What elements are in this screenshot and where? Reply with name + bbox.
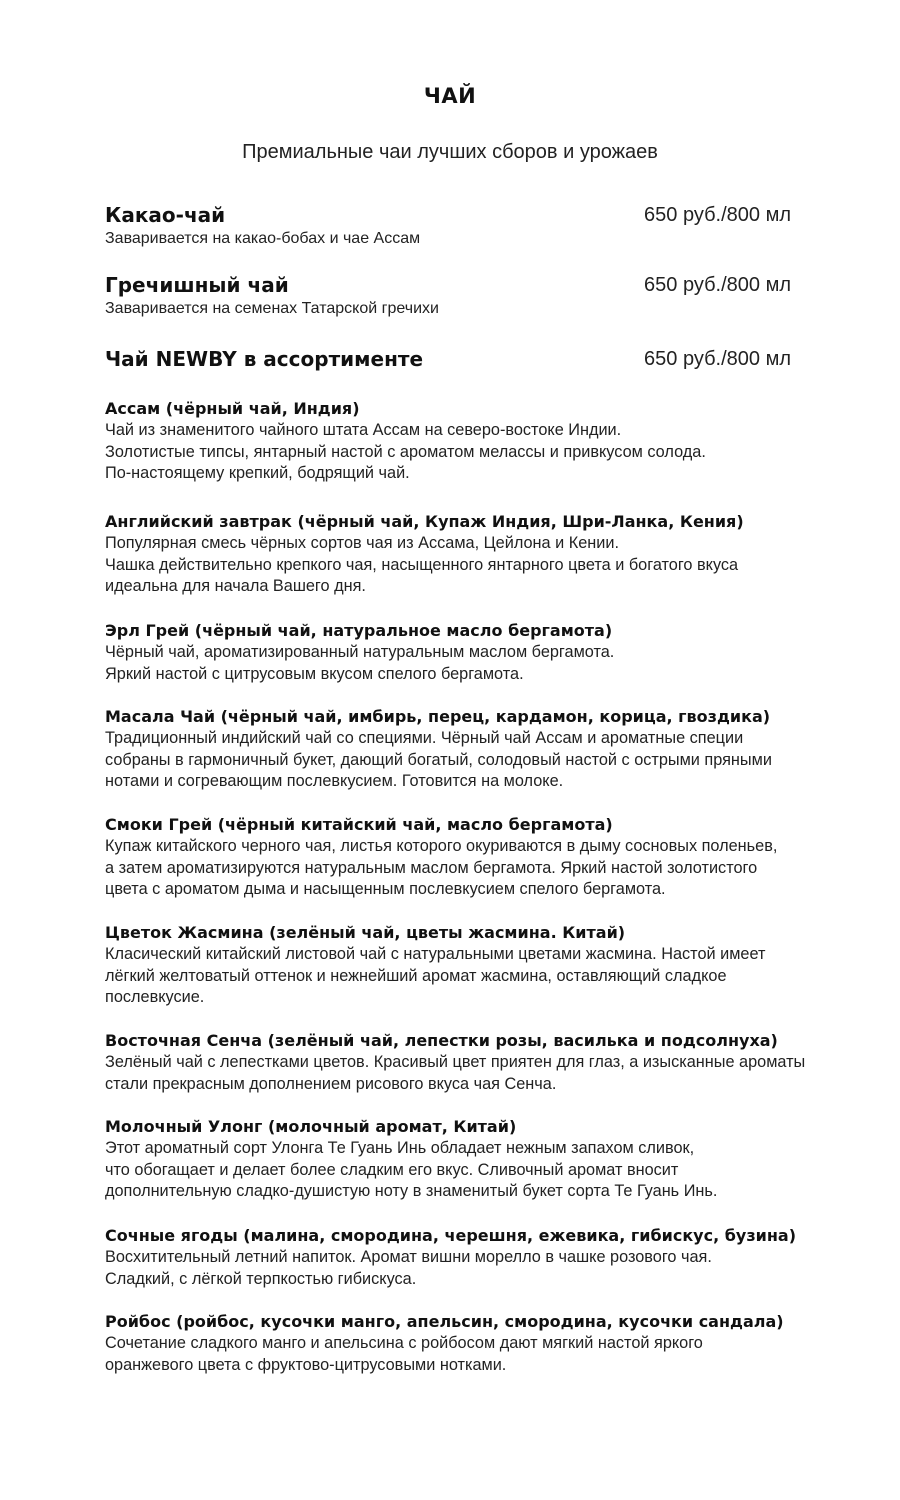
tea-name: Масала Чай (чёрный чай, имбирь, перец, кардамон, корица, гвоздика) <box>105 707 771 726</box>
page-title: ЧАЙ <box>423 84 477 108</box>
item-name: Гречишный чай <box>105 273 289 297</box>
tea-description-line: Золотистые типсы, янтарный настой с ароматом мелассы и привкусом солода. <box>105 442 706 461</box>
tea-description-line: а затем ароматизируются натуральным маслом бергамота. Яркий настой золотистого <box>105 858 758 877</box>
page-subtitle: Премиальные чаи лучших сборов и урожаев <box>242 141 658 163</box>
tea-description-line: Популярная смесь чёрных сортов чая из Ассама, Цейлона и Кении. <box>105 534 619 552</box>
tea-name: Цветок Жасмина (зелёный чай, цветы жасмина. Китай) <box>105 923 626 942</box>
item-price: 650 руб./800 мл <box>644 204 791 226</box>
menu-item-buckwheat-tea <box>105 271 791 319</box>
tea-description-line: Чай из знаменитого чайного штата Ассам на северо-востоке Индии. <box>105 421 622 439</box>
tea-description-line: По-настоящему крепкий, бодрящий чай. <box>105 464 410 483</box>
tea-description-line: идеальна для начала Вашего дня. <box>105 577 366 596</box>
tea-description-line: дополнительную сладко-душистую ноту в знаменитый букет сорта Те Гуань Инь. <box>105 1182 718 1201</box>
item-description: Заваривается на семенах Татарской гречихи <box>105 300 439 317</box>
tea-english-breakfast <box>105 511 835 598</box>
tea-name: Восточная Сенча (зелёный чай, лепестки розы, василька и подсолнуха) <box>105 1031 778 1050</box>
tea-assam <box>105 398 835 485</box>
tea-masala <box>105 706 835 793</box>
tea-description-line: Сочетание сладкого манго и апельсина с ройбосом дают мягкий настой яркого <box>105 1334 703 1352</box>
tea-name: Эрл Грей (чёрный чай, натуральное масло бергамота) <box>105 621 613 640</box>
tea-description-line: Традиционный индийский чай со специями. Чёрный чай Ассам и ароматные специи <box>105 729 744 747</box>
tea-name: Сочные ягоды (малина, смородина, черешня, ежевика, гибискус, бузина) <box>105 1226 797 1245</box>
item-price: 650 руб./800 мл <box>644 274 791 296</box>
menu-item-newby-tea <box>105 345 791 373</box>
tea-description-line: Чашка действительно крепкого чая, насыщенного янтарного цвета и богатого вкуса <box>105 555 739 574</box>
item-name: Какао-чай <box>105 203 226 227</box>
tea-description-line: Зелёный чай с лепестками цветов. Красивый цвет приятен для глаз, а изысканные ароматы <box>105 1053 806 1071</box>
tea-description-line: стали прекрасным дополнением рисового вкуса чая Сенча. <box>105 1074 557 1093</box>
tea-rooibos <box>105 1311 835 1376</box>
tea-description-line: Купаж китайского черного чая, листья которого окуриваются в дыму сосновых поленьев, <box>105 837 778 855</box>
tea-earl-grey <box>105 620 835 685</box>
tea-description-line: Чёрный чай, ароматизированный натуральным маслом бергамота. <box>105 643 615 661</box>
tea-description-line: послевкусие. <box>105 988 205 1007</box>
tea-name: Ройбос (ройбос, кусочки манго, апельсин, смородина, кусочки сандала) <box>105 1312 784 1331</box>
tea-description-line: нотами и согревающим послевкусием. Готовится на молоке. <box>105 772 564 791</box>
tea-name: Ассам (чёрный чай, Индия) <box>105 399 360 418</box>
tea-description-line: что обогащает и делает более сладким его вкус. Сливочный аромат вносит <box>105 1160 679 1179</box>
tea-description-line: лёгкий желтоватый оттенок и нежнейший аромат жасмина, оставляющий сладкое <box>105 966 727 985</box>
tea-description-line: Яркий настой с цитрусовым вкусом спелого бергамота. <box>105 664 524 683</box>
tea-name: Молочный Улонг (молочный аромат, Китай) <box>105 1117 517 1136</box>
tea-description-line: Восхитительный летний напиток. Аромат вишни морелло в чашке розового чая. <box>105 1248 712 1266</box>
tea-description-line: Сладкий, с лёгкой терпкостью гибискуса. <box>105 1269 417 1288</box>
tea-description-line: Этот ароматный сорт Улонга Те Гуань Инь обладает нежным запахом сливок, <box>105 1139 695 1157</box>
tea-description-line: оранжевого цвета с фруктово-цитрусовыми нотками. <box>105 1355 507 1374</box>
tea-smoky-grey <box>105 814 835 901</box>
tea-milk-oolong <box>105 1116 835 1203</box>
tea-juicy-berries <box>105 1225 835 1290</box>
item-name: Чай NEWBY в ассортименте <box>105 347 424 371</box>
item-description: Заваривается на какао-бобах и чае Ассам <box>105 230 421 247</box>
tea-description-line: цвета с ароматом дыма и насыщенным послевкусием спелого бергамота. <box>105 880 666 899</box>
tea-oriental-sencha <box>105 1030 835 1095</box>
tea-description-line: Класический китайский листовой чай с натуральными цветами жасмина. Настой имеет <box>105 945 766 963</box>
menu-item-cocoa-tea <box>105 201 791 249</box>
tea-name: Английский завтрак (чёрный чай, Купаж Индия, Шри-Ланка, Кения) <box>105 512 744 531</box>
tea-jasmine <box>105 922 835 1009</box>
item-price: 650 руб./800 мл <box>644 348 791 370</box>
tea-name: Смоки Грей (чёрный китайский чай, масло бергамота) <box>105 815 613 834</box>
tea-description-line: собраны в гармоничный букет, дающий богатый, солодовый настой с острыми пряными <box>105 750 772 769</box>
